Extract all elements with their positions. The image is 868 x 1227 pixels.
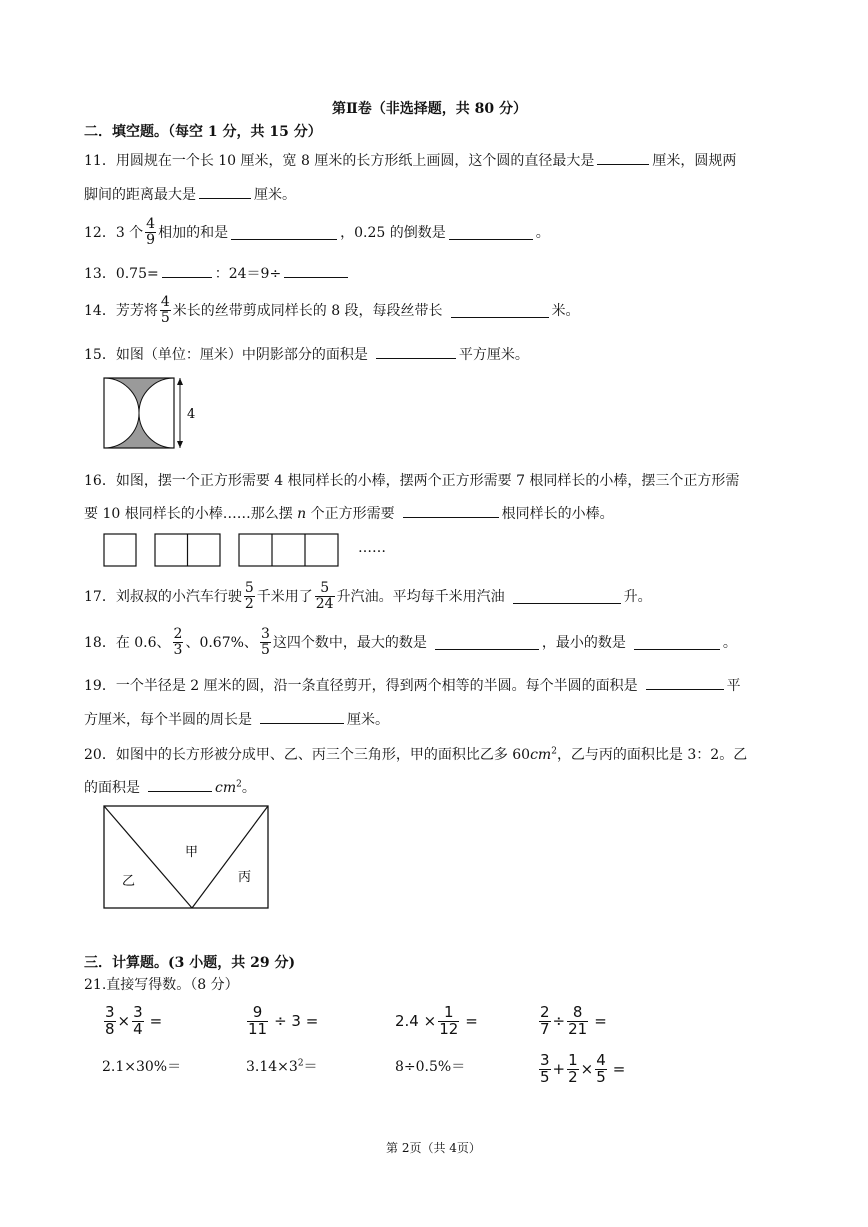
question-12 [84,212,550,252]
label-yi: 乙 [122,874,136,889]
fraction [145,217,156,247]
numerator: 3 [540,1050,550,1069]
fraction [247,1002,268,1038]
unit-cm: cm [530,747,552,763]
numerator: 3 [260,625,270,642]
arrow-up-icon [177,378,183,385]
question-16-line-1: 16．如图，摆一个正方形需要 4 根同样长的小棒，摆两个正方形需要 7 根同样长的小棒，摆三个正方形需 [84,473,740,489]
question-text: 15．如图（单位：厘米）中阴影部分的面积是 [84,347,368,363]
equals: ＝ [303,1059,318,1075]
superscript: 2 [236,779,242,790]
fraction [315,581,335,611]
page-number: 第 2页（共 4页） [386,1141,481,1155]
superscript: 2 [297,1058,304,1069]
denominator: 4 [133,1019,143,1038]
superscript: 2 [551,746,557,757]
question-text: 方厘米，每个半圆的周长是 [84,712,252,728]
expr-4 [537,1000,607,1042]
question-11-line-1 [84,150,736,170]
question-15 [84,344,529,364]
question-text: 20．如图中的长方形被分成甲、乙、丙三个三角形，甲的面积比乙多 60 [84,747,531,763]
fraction [132,1002,144,1038]
question-text: 相加的和是 [158,225,229,241]
question-text: 。 [535,225,550,241]
question-text: 厘米，圆规两 [652,153,737,169]
question-text: 厘米。 [347,712,389,728]
shaded-semicircles-figure [100,374,210,454]
numerator: 3 [133,1002,143,1021]
expr-2 [245,1000,318,1042]
numerator: 4 [160,293,170,310]
denominator: 9 [146,231,156,248]
denominator: 8 [105,1019,115,1038]
question-text: 19．一个半径是 2 厘米的圆，沿一条直径剪开，得到两个相等的半圆。每个半圆的面积是 [84,678,638,694]
question-text: ，乙与丙的面积比是 3：2。乙 [556,747,748,763]
answer-blank[interactable] [435,635,539,650]
numerator: 2 [540,1002,550,1021]
answer-blank[interactable] [597,150,649,165]
denominator: 21 [568,1019,588,1038]
question-18 [84,622,737,662]
question-text: 17．刘叔叔的小汽车行驶 [84,589,242,605]
operator: ÷ [552,1012,566,1030]
denominator: 11 [248,1019,268,1038]
answer-blank[interactable] [376,344,456,359]
rectangle-triangles-figure [100,803,274,913]
question-text: 18．在 0.6、 [84,635,171,651]
denominator: 3 [173,641,183,658]
answer-blank[interactable] [162,263,212,278]
equals: = [465,1012,478,1030]
denominator: 24 [315,595,334,612]
question-text: 11．用圆规在一个长 10 厘米，宽 8 厘米的长方形纸上画圆，这个圆的直径最大是 [84,153,595,169]
fraction [260,627,271,657]
question-text: 升汽油。平均每千米用汽油 [336,589,505,605]
question-text: 、0.67%、 [185,635,258,651]
arrow-down-icon [177,441,183,448]
operator: + [552,1060,566,1078]
fraction [567,1002,588,1038]
expr-7: 8÷0.5%＝ [395,1059,466,1075]
denominator: 5 [596,1067,606,1086]
equals: = [594,1012,607,1030]
answer-blank[interactable] [513,589,621,604]
question-text: 平方厘米。 [458,347,529,363]
question-21-title: 21.直接写得数。（8 分） [84,977,239,993]
answer-blank[interactable] [646,675,724,690]
fraction [104,1002,116,1038]
fraction [244,581,255,611]
numerator: 2 [173,625,183,642]
question-19-line-1 [84,675,741,695]
question-text: 14．芳芳将 [84,303,158,319]
question-text: 千米用了 [256,589,313,605]
numerator: 1 [438,1005,459,1022]
fraction [595,1050,607,1086]
question-text: 根同样长的小棒。 [501,506,614,522]
denominator: 2 [244,595,254,612]
denominator: 7 [540,1019,550,1038]
answer-blank[interactable] [284,263,348,278]
question-11-line-2 [84,184,296,204]
question-text: ，0.25 的倒数是 [340,225,446,241]
one-square [104,534,136,566]
denominator: 5 [260,641,270,658]
fraction [438,1002,459,1038]
question-text: 。 [241,780,256,796]
numerator: 3 [105,1002,115,1021]
unit-cm: cm [215,780,237,796]
question-19-line-2 [84,709,389,729]
expr-3 [395,1000,478,1042]
fraction [173,627,184,657]
question-text: 脚间的距离最大是 [84,187,196,203]
operand: 2.4 × [395,1012,437,1030]
left-diagonal [104,806,192,908]
denominator: 5 [160,309,170,326]
question-text: 的面积是 [84,780,140,796]
numerator: 5 [244,579,254,596]
operand: 3.14×3 [246,1059,298,1075]
question-20-line-2 [84,777,256,797]
dimension-label: 4 [187,407,196,422]
ellipsis: …… [358,540,386,556]
section-heading-calculation: 三．计算题。(3 小题，共 29 分) [84,955,296,971]
equals: = [149,1012,163,1030]
variable-n: n [297,506,307,522]
fraction [160,295,171,325]
fraction [539,1002,551,1038]
question-text: 。 [722,635,737,651]
operator: × [117,1012,131,1030]
question-text: 个正方形需要 [310,506,395,522]
section-heading-fill-in: 二．填空题。（每空 1 分，共 15 分） [84,124,322,140]
page-title: 第Ⅱ卷（非选择题，共 80 分） [332,101,528,117]
denominator: 12 [439,1019,459,1038]
question-text: 12．3 个 [84,225,144,241]
answer-blank[interactable] [148,777,212,792]
fraction [539,1050,551,1086]
answer-blank[interactable] [451,303,549,318]
question-13 [84,263,351,283]
numerator: 9 [247,1005,268,1022]
label-bing: 丙 [238,870,252,885]
expr-8 [537,1048,625,1090]
label-jia: 甲 [185,845,199,860]
numerator: 4 [596,1050,606,1069]
fraction [567,1050,579,1086]
question-text: 这四个数中，最大的数是 [272,635,427,651]
equals: = [612,1060,626,1078]
matchstick-squares-figure [100,532,400,568]
numerator: 1 [568,1050,578,1069]
question-text: 平 [726,678,741,694]
question-text: 13．0.75= [84,266,159,282]
answer-blank[interactable] [199,184,251,199]
question-20-line-1 [84,744,747,764]
answer-blank[interactable] [260,709,344,724]
expr-6 [246,1056,318,1076]
answer-blank[interactable] [231,225,337,240]
question-text: 厘米。 [254,187,296,203]
right-diagonal [192,806,268,908]
operator: ÷ 3 = [274,1012,319,1030]
question-text: 米长的丝带剪成同样长的 8 段，每段丝带长 [172,303,443,319]
numerator: 8 [567,1005,588,1022]
denominator: 5 [540,1067,550,1086]
question-16-line-2 [84,503,614,523]
question-text: 升。 [623,589,652,605]
answer-blank[interactable] [634,635,720,650]
numerator: 4 [146,215,156,232]
expr-1 [102,1000,162,1042]
numerator: 5 [315,581,335,597]
question-text: ，最小的数是 [541,635,626,651]
operator: × [580,1060,594,1078]
question-text: ：24＝9÷ [214,266,282,282]
question-14 [84,290,580,330]
denominator: 2 [568,1067,578,1086]
question-17 [84,576,652,616]
three-squares [239,534,338,566]
question-text: 米。 [551,303,580,319]
answer-blank[interactable] [403,503,499,518]
expr-5: 2.1×30%＝ [102,1059,182,1075]
question-text: 要 10 根同样长的小棒……那么摆 [84,506,293,522]
answer-blank[interactable] [449,225,533,240]
